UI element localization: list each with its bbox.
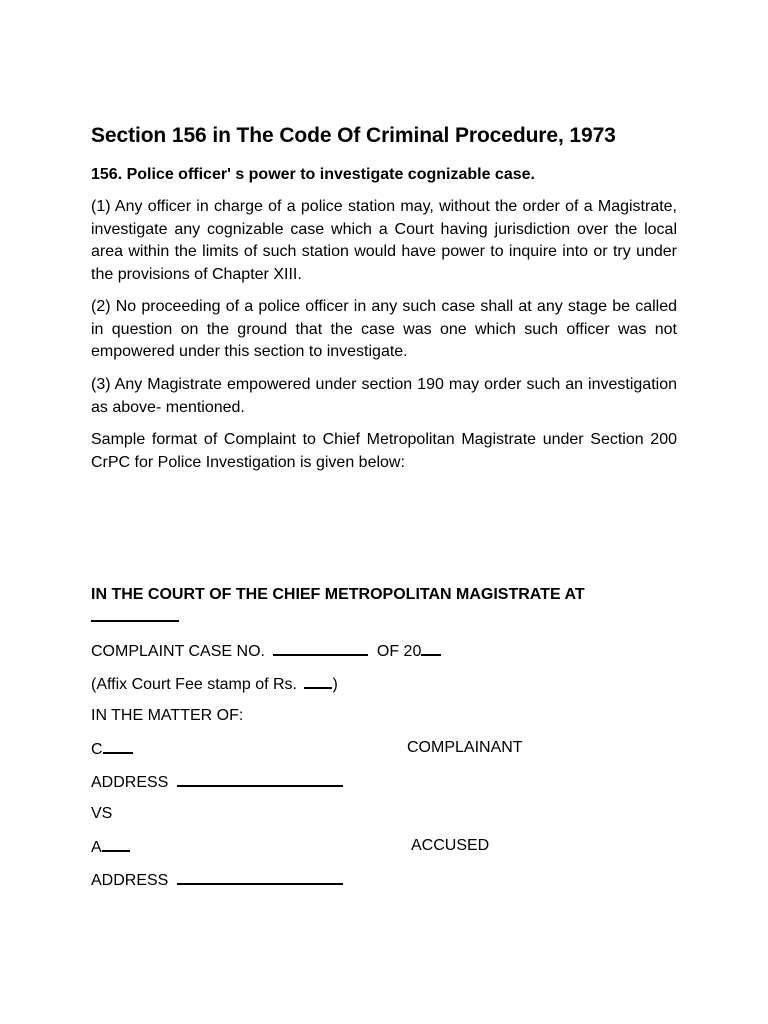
court-location-blank-row [91, 606, 179, 628]
affix-label: (Affix Court Fee stamp of Rs. [91, 676, 297, 693]
page-title: Section 156 in The Code Of Criminal Procedure, 1973 [91, 124, 616, 147]
paragraph-3: (3) Any Magistrate empowered under section 190 may order such an investigation as above- mentioned. [91, 376, 677, 416]
complainant-address-row [91, 771, 343, 793]
complaint-case-row [91, 640, 441, 662]
paragraph-2: (2) No proceeding of a police officer in any such case shall at any stage be called in question on the ground that the case was one which such officer was not empowered under this section to investigate. [91, 298, 677, 360]
court-heading-text: IN THE COURT OF THE CHIEF METROPOLITAN MAGISTRATE AT [91, 586, 585, 603]
complainant-initial: C [91, 741, 103, 758]
vs-label: VS [91, 805, 113, 822]
accused-label: ACCUSED [411, 837, 490, 854]
address-label: ADDRESS [91, 872, 169, 889]
complainant-name-blank [103, 738, 133, 754]
in-the-matter-label: IN THE MATTER OF: [91, 707, 244, 724]
paragraph-4: Sample format of Complaint to Chief Metropolitan Magistrate under Section 200 CrPC for Police Investigation is given below: [91, 431, 677, 471]
of-year-label: OF 20 [376, 643, 422, 660]
court-location-blank [91, 606, 179, 622]
complainant-address-blank [177, 771, 343, 787]
accused-name-blank [102, 836, 130, 852]
address-label: ADDRESS [91, 774, 169, 791]
section-heading: 156. Police officer' s power to investigate cognizable case. [91, 166, 535, 183]
complaint-case-label: COMPLAINT CASE NO. [91, 643, 265, 660]
court-heading [91, 585, 585, 605]
fee-blank [304, 673, 332, 689]
accused-address-blank [177, 869, 343, 885]
complainant-row [91, 738, 133, 760]
in-the-matter-row [91, 706, 243, 726]
accused-address-row [91, 869, 343, 891]
paragraph-1: (1) Any officer in charge of a police station may, without the order of a Magistrate, investigate any cognizable case which a Court having jurisdiction over the local area within the limits of such station would have power to inquire into or try under the provisions of Chapter XIII. [91, 198, 677, 283]
vs-row [91, 804, 112, 824]
accused-row [91, 836, 130, 858]
affix-close: ) [332, 676, 338, 693]
case-number-blank [273, 640, 368, 656]
affix-row [91, 673, 338, 695]
complainant-label: COMPLAINANT [407, 739, 523, 756]
year-blank [421, 640, 441, 656]
accused-initial: A [91, 839, 102, 856]
